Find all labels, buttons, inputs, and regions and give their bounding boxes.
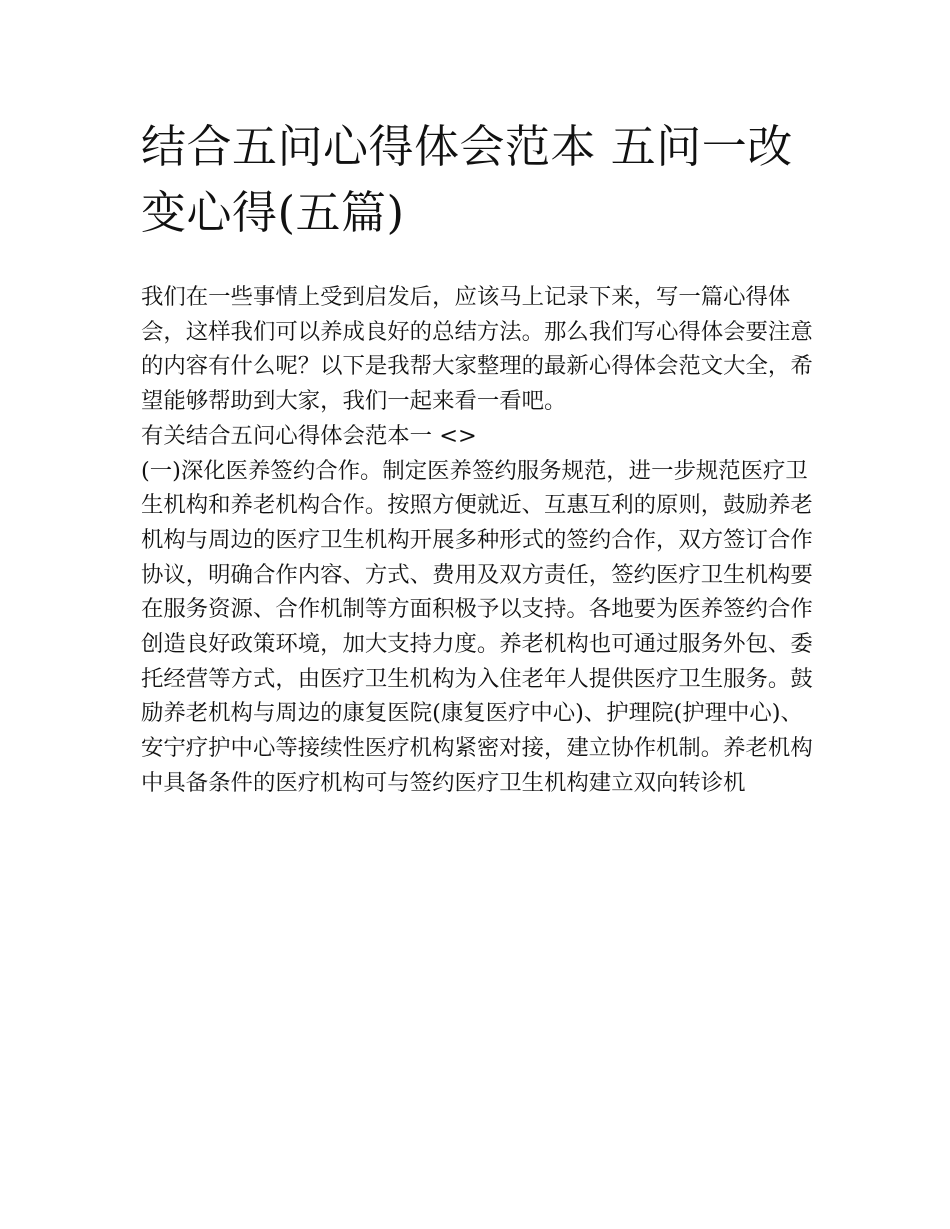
- section-heading: 有关结合五问心得体会范本一 <>: [141, 422, 477, 449]
- intro-paragraph: 我们在一些事情上受到启发后，应该马上记录下来，写一篇心得体会，这样我们可以养成良好的总结方法。那么我们写心得体会要注意的内容有什么呢？以下是我帮大家整理的最新心得体会范文大全，希望能够帮助到大家，我们一起来看一看吧。: [141, 284, 813, 415]
- document-content: [141, 114, 813, 801]
- document-title: 结合五问心得体会范本 五问一改变心得(五篇): [141, 120, 793, 239]
- section-body-paragraph: (一)深化医养签约合作。制定医养签约服务规范，进一步规范医疗卫生机构和养老机构合作。按照方便就近、互惠互利的原则，鼓励养老机构与周边的医疗卫生机构开展多种形式的签约合作，双方签订合作协议，明确合作内容、方式、费用及双方责任，签约医疗卫生机构要在服务资源、合作机制等方面积极予以支持。各地要为医养签约合作创造良好政策环境，加大支持力度。养老机构也可通过服务外包、委托经营等方式，由医疗卫生机构为入住老年人提供医疗卫生服务。鼓励养老机构与周边的康复医院(康复医疗中心)、护理院(护理中心)、安宁疗护中心等接续性医疗机构紧密对接，建立协作机制。养老机构中具备条件的医疗机构可与签约医疗卫生机构建立双向转诊机: [141, 457, 813, 796]
